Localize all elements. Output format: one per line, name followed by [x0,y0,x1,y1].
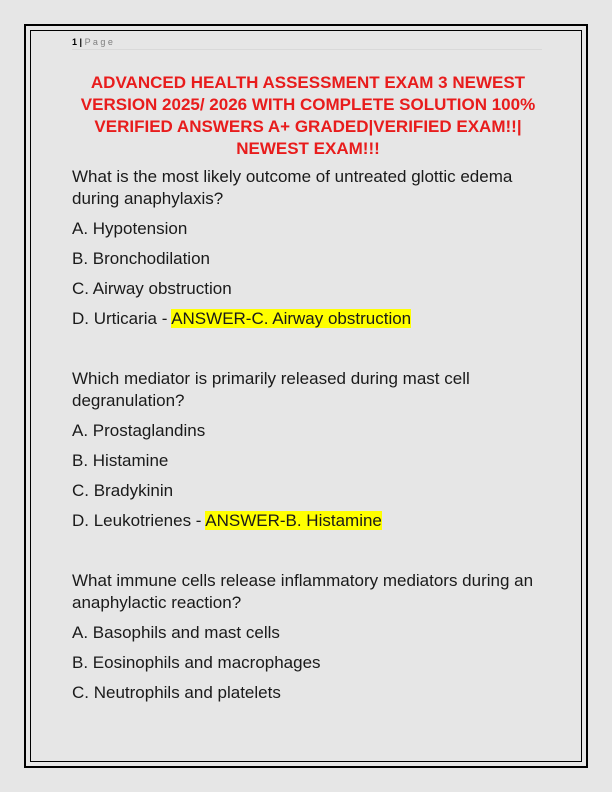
option-b: B. Eosinophils and macrophages [72,653,321,672]
document-title: ADVANCED HEALTH ASSESSMENT EXAM 3 NEWEST VERSION 2025/ 2026 WITH COMPLETE SOLUTION 100% VERIFIED ANSWERS A+ GRADED|VERIFIED EXAM!!| NEWEST EXAM!!! [80,73,536,158]
option-d-text: D. Urticaria - [72,309,172,328]
question-text: What is the most likely outcome of untreated glottic edema during anaphylaxis? [72,167,513,208]
option-a: A. Hypotension [72,219,188,238]
question-text: What immune cells release inflammatory mediators during an anaphylactic reaction? [72,571,534,612]
spacer [72,338,544,368]
page-separator: | [79,37,83,47]
question-block-1 [72,166,544,330]
answer-highlight: ANSWER-C. Airway obstruction [171,309,412,328]
option-b: B. Histamine [72,451,169,470]
question-text: Which mediator is primarily released during mast cell degranulation? [72,369,470,410]
option-a: A. Prostaglandins [72,421,206,440]
document-body [72,72,544,712]
spacer [72,540,544,570]
question-block-3 [72,570,544,704]
option-c: C. Bradykinin [72,481,174,500]
option-b: B. Bronchodilation [72,249,210,268]
option-c: C. Airway obstruction [72,279,232,298]
page-number: 1 [72,37,78,47]
page-label: P a g e [84,37,113,47]
option-a: A. Basophils and mast cells [72,623,280,642]
answer-highlight: ANSWER-B. Histamine [205,511,382,530]
page-header [72,37,542,50]
question-block-2 [72,368,544,532]
option-d [72,510,544,532]
option-d [72,308,544,330]
option-d-text: D. Leukotrienes - [72,511,206,530]
option-c: C. Neutrophils and platelets [72,683,281,702]
